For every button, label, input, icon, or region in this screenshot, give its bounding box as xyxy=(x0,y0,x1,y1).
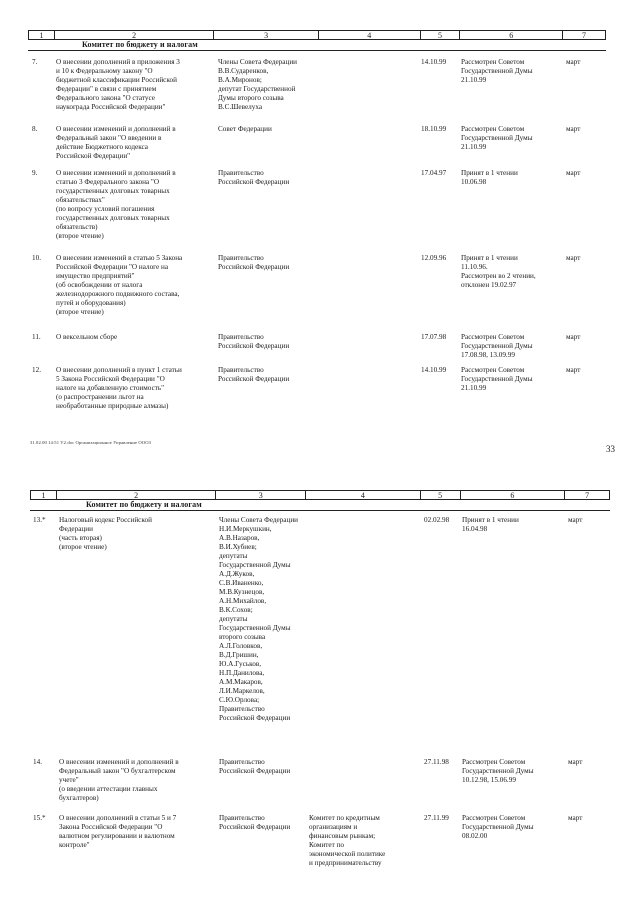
bill-title: О внесении дополнений в приложения 3 и 10 к Федеральному закону "О бюджетной классификации Российской Федерации" в связи с принятием Федерального закона "О статусе наукограда Российской Федерации" xyxy=(56,58,180,111)
column-header: 2 xyxy=(57,491,216,499)
row-number: 12. xyxy=(32,366,41,374)
review-month: март xyxy=(566,333,581,341)
row-number: 8. xyxy=(32,125,38,133)
bill-status: Рассмотрен Советом Государственной Думы 10.12.98, 15.06.99 xyxy=(462,758,534,784)
column-header: 1 xyxy=(29,31,55,39)
bill-title: О внесении изменений и дополнений в статью 3 Федерального закона "О государственных долговых товарных обязательствах" (по вопросу условий погашения государственных долговых товарных обязательств) (второе чтение) xyxy=(56,169,176,240)
submission-date: 14.10.99 xyxy=(421,366,447,374)
column-header: 3 xyxy=(216,491,306,499)
bill-status: Рассмотрен Советом Государственной Думы 21.10.99 xyxy=(461,58,533,84)
bill-title: Налоговый кодекс Российской Федерации (часть вторая) (второе чтение) xyxy=(59,516,152,551)
row-number: 10. xyxy=(32,254,41,262)
bill-status: Принят в 1 чтении 10.06.98 xyxy=(461,169,518,186)
bill-initiator: Правительство Российской Федерации xyxy=(218,254,290,271)
bill-status: Рассмотрен Советом Государственной Думы 21.10.99 xyxy=(461,125,533,151)
committee-heading: Комитет по бюджету и налогам xyxy=(86,500,202,509)
bill-status: Принят в 1 чтении 16.04.98 xyxy=(462,516,519,533)
row-number: 14. xyxy=(33,758,42,766)
column-header: 5 xyxy=(421,491,461,499)
column-header: 7 xyxy=(585,491,590,500)
row-number: 15.* xyxy=(33,814,46,822)
bill-initiator: Члены Совета Федерации В.В.Сударенков, В.А.Миронов; депутат Государственной Думы второго созыва В.С.Шевелуха xyxy=(218,58,298,111)
column-header: 1 xyxy=(31,491,57,499)
print-footer: 31.02.00 14:51 V2.doc Организационное Управление ООО3 xyxy=(30,440,152,445)
bill-initiator: Правительство Российской Федерации xyxy=(218,169,290,186)
bill-title: О вексельном сборе xyxy=(56,333,118,341)
bill-initiator: Правительство Российской Федерации xyxy=(219,814,291,831)
row-number: 7. xyxy=(32,58,38,66)
bill-title: О внесении изменений и дополнений в Федеральный закон "О введении в действие Бюджетного кодекса Российской Федерации" xyxy=(56,125,176,160)
page-number: 33 xyxy=(606,444,615,454)
bill-title: О внесении дополнений в пункт 1 статьи 5 Закона Российской Федерации "О налоге на добавленную стоимость" (о распространении льгот на необработанные природные алмазы) xyxy=(56,366,182,410)
review-month: март xyxy=(568,758,583,766)
review-month: март xyxy=(566,169,581,177)
review-month: март xyxy=(566,366,581,374)
divider xyxy=(28,50,606,51)
column-header: 6 xyxy=(460,31,563,39)
column-header: 2 xyxy=(55,31,214,39)
review-month: март xyxy=(568,814,583,822)
review-month: март xyxy=(566,254,581,262)
column-header: 3 xyxy=(214,31,319,39)
bill-initiator: Правительство Российской Федерации xyxy=(219,758,291,775)
bill-title: О внесении изменений в статью 5 Закона Российской Федерации "О налоге на имущество предприятий" (об освобождении от налога железнодорожного подвижного состава, путей и оборудования) (второе чтение) xyxy=(56,254,183,316)
divider xyxy=(30,510,610,511)
submission-date: 17.07.98 xyxy=(421,333,447,341)
bill-status: Принят в 1 чтении 11.10.96. Рассмотрен во 2 чтении, отклонен 19.02.97 xyxy=(461,254,536,289)
column-header: 5 xyxy=(421,31,461,39)
co-committee: Комитет по кредитным организациям и финансовым рынкам; Комитет по экономической политике и предпринимательству xyxy=(309,814,386,867)
submission-date: 12.09.96 xyxy=(421,254,447,262)
review-month: март xyxy=(566,58,581,66)
column-header: 4 xyxy=(319,31,421,39)
bill-initiator: Совет Федерации xyxy=(218,125,272,133)
document-page-2 xyxy=(0,484,640,894)
bill-title: О внесении дополнений в статьи 5 и 7 Закона Российской Федерации "О валютном регулировании и валютном контроле" xyxy=(59,814,177,849)
row-number: 9. xyxy=(32,169,38,177)
table-header-row xyxy=(28,30,606,40)
row-number: 13.* xyxy=(33,516,46,524)
row-number: 11. xyxy=(32,333,41,341)
column-header: 6 xyxy=(461,491,566,499)
review-month: март xyxy=(566,125,581,133)
column-header: 7 xyxy=(582,31,587,40)
bill-status: Рассмотрен Советом Государственной Думы 17.08.98, 13.09.99 xyxy=(461,333,533,359)
bill-initiator: Правительство Российской Федерации xyxy=(218,366,290,383)
submission-date: 27.11.98 xyxy=(424,758,449,766)
bill-title: О внесении изменений и дополнений в Федеральный закон "О бухгалтерском учете" (о введении аттестации главных бухгалтеров) xyxy=(59,758,179,802)
submission-date: 18.10.99 xyxy=(421,125,447,133)
bill-initiator: Правительство Российской Федерации xyxy=(218,333,290,350)
bill-status: Рассмотрен Советом Государственной Думы 21.10.99 xyxy=(461,366,533,392)
committee-heading: Комитет по бюджету и налогам xyxy=(82,40,198,49)
submission-date: 14.10.99 xyxy=(421,58,447,66)
document-page-1 xyxy=(0,22,640,458)
bill-initiator: Члены Совета Федерации Н.И.Меркушкин, А.В.Назаров, В.И.Хубиев; депутаты Государственной Думы А.Д.Жуков, С.В.Иваненко, М.В.Кузнецов, А.Н.Михайлов, В.К.Сохов; депутаты Государственной Думы второго созыва А.Л.Головков, В.Д.Гришин, Ю.А.Гуськов, Н.П.Данилова, А.М.Макаров, Л.И.Маркелов, С.Ю.Орлова; Правительство Российской Федерации xyxy=(219,516,299,722)
submission-date: 17.04.97 xyxy=(421,169,447,177)
submission-date: 27.11.99 xyxy=(424,814,449,822)
submission-date: 02.02.98 xyxy=(424,516,450,524)
bill-status: Рассмотрен Советом Государственной Думы 08.02.00 xyxy=(462,814,534,840)
review-month: март xyxy=(568,516,583,524)
table-header-row xyxy=(30,490,610,500)
column-header: 4 xyxy=(306,491,421,499)
